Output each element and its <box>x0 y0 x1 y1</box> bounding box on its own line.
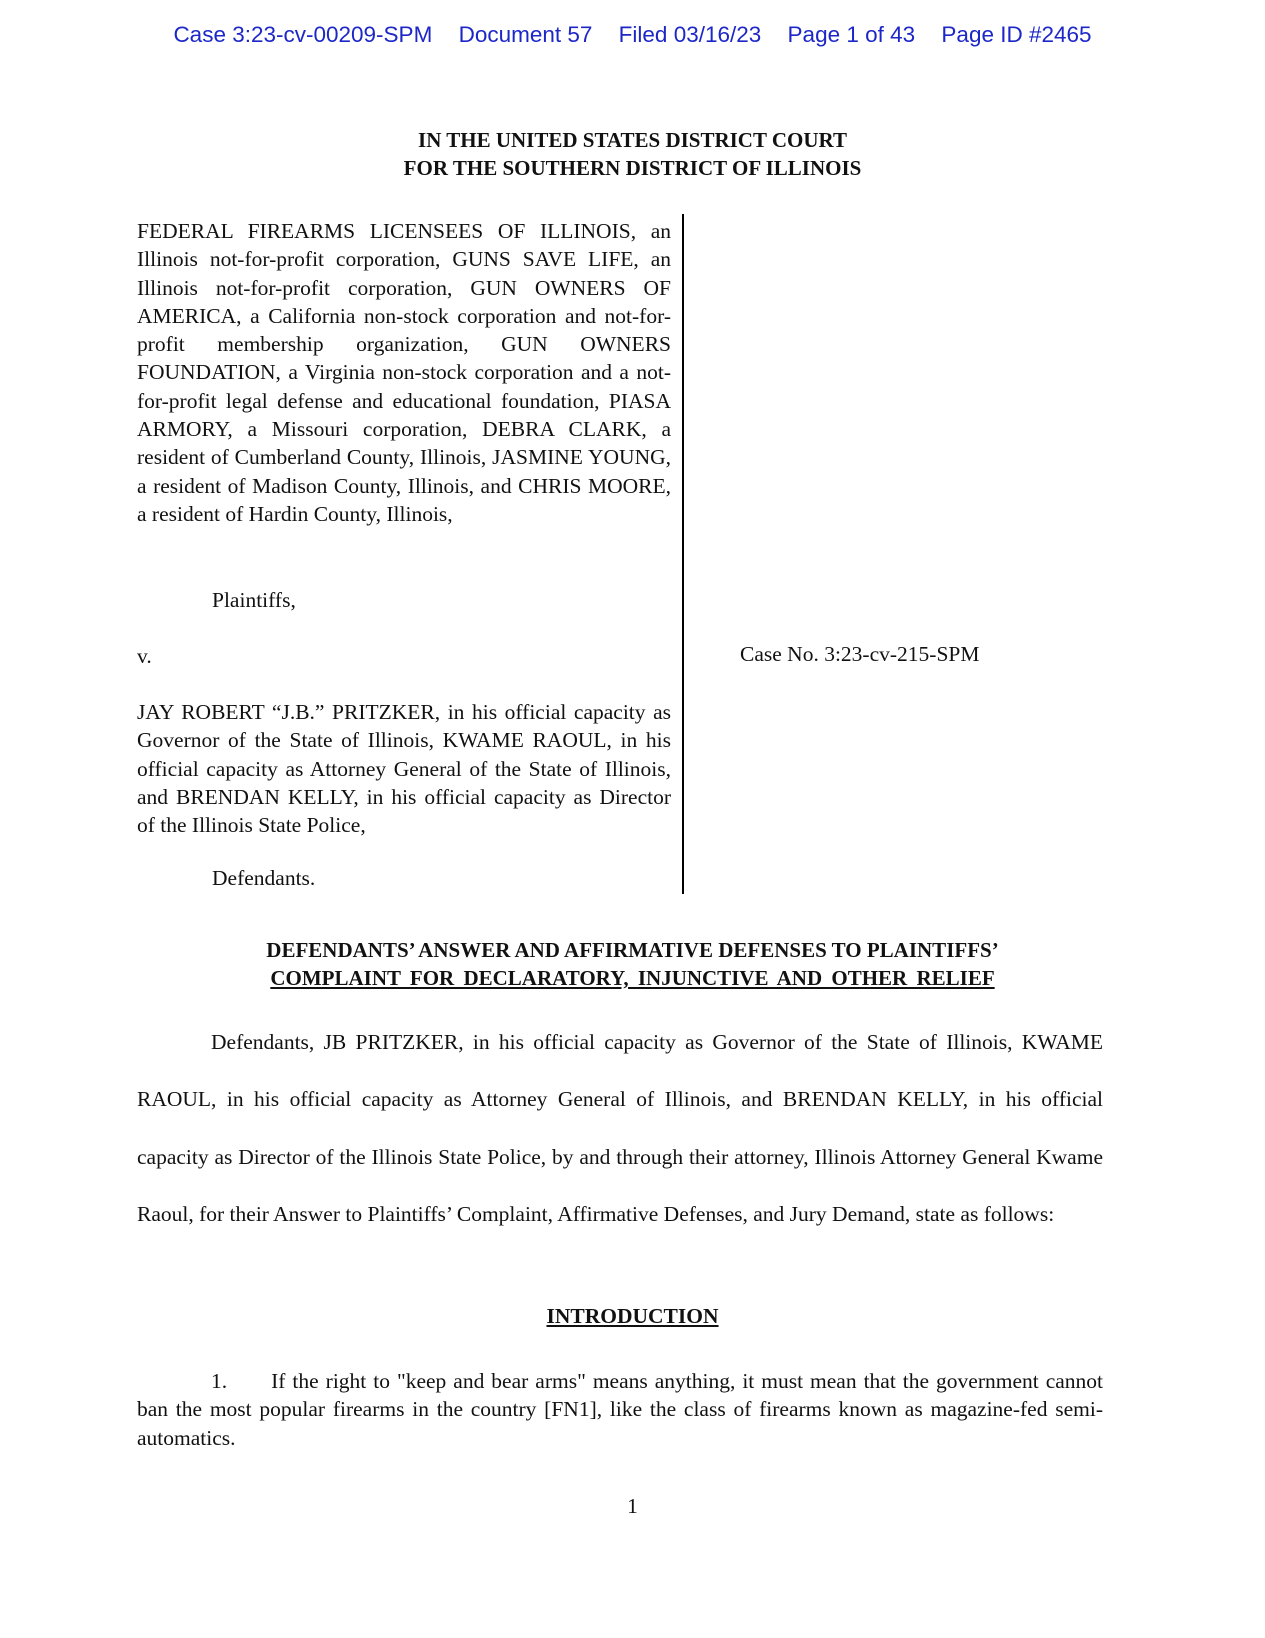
versus: v. <box>137 644 152 668</box>
paragraph-1-number: 1. <box>211 1369 228 1393</box>
defendants-label: Defendants. <box>212 866 316 890</box>
ecf-header <box>0 22 1265 48</box>
intro-paragraph: Defendants, JB PRITZKER, in his official capacity as Governor of the State of Illinois, KWAME RAOUL, in his official capacity as Attorney General of Illinois, and BRENDAN KELLY, in his official capacity as Director of the Illinois State Police, by and through their attorney, Illinois Attorney General Kwame Raoul, for their Answer to Plaintiffs’ Complaint, Affirmative Defenses, and Jury Demand, state as follows: <box>137 1030 1103 1227</box>
section-heading: INTRODUCTION <box>546 1304 719 1328</box>
document-title-line-1: DEFENDANTS’ ANSWER AND AFFIRMATIVE DEFENSES TO PLAINTIFFS’ <box>266 938 999 962</box>
document-title-line-2: COMPLAINT FOR DECLARATORY, INJUNCTIVE AND OTHER RELIEF <box>270 966 995 990</box>
court-line-1: IN THE UNITED STATES DISTRICT COURT <box>418 128 847 152</box>
caption-divider <box>682 214 684 894</box>
paragraph-1 <box>137 1367 1103 1452</box>
header-document-number: Document 57 <box>458 22 593 47</box>
plaintiffs-block: FEDERAL FIREARMS LICENSEES OF ILLINOIS, an Illinois not-for-profit corporation, GUNS SAVE LIFE, an Illinois not-for-profit corporation, GUN OWNERS OF AMERICA, a California non-stock corporation and not-for-profit membership organization, GUN OWNERS FOUNDATION, a Virginia non-stock corporation and a not-for-profit legal defense and educational foundation, PIASA ARMORY, a Missouri corporation, DEBRA CLARK, a resident of Cumberland County, Illinois, JASMINE YOUNG, a resident of Madison County, Illinois, and CHRIS MOORE, a resident of Hardin County, Illinois, <box>137 219 671 526</box>
defendants-block: JAY ROBERT “J.B.” PRITZKER, in his official capacity as Governor of the State of Illinois, KWAME RAOUL, in his official capacity as Attorney General of the State of Illinois, and BRENDAN KELLY, in his official capacity as Director of the Illinois State Police, <box>137 700 671 838</box>
case-number: Case No. 3:23-cv-215-SPM <box>740 642 980 666</box>
court-line-2: FOR THE SOUTHERN DISTRICT OF ILLINOIS <box>403 156 862 180</box>
header-page-count: Page 1 of 43 <box>787 22 916 47</box>
header-page-id: Page ID #2465 <box>941 22 1092 47</box>
court-heading <box>0 126 1265 182</box>
paragraph-1-text: If the right to "keep and bear arms" means anything, it must mean that the government cannot ban the most popular firearms in the country [FN1], like the class of firearms known as magazine-fed semi-automatics. <box>137 1369 1103 1450</box>
header-case-number: Case 3:23-cv-00209-SPM <box>173 22 433 47</box>
page-number: 1 <box>627 1494 638 1518</box>
plaintiffs-label: Plaintiffs, <box>212 588 296 612</box>
document-title <box>0 936 1265 992</box>
header-filed-date: Filed 03/16/23 <box>618 22 762 47</box>
